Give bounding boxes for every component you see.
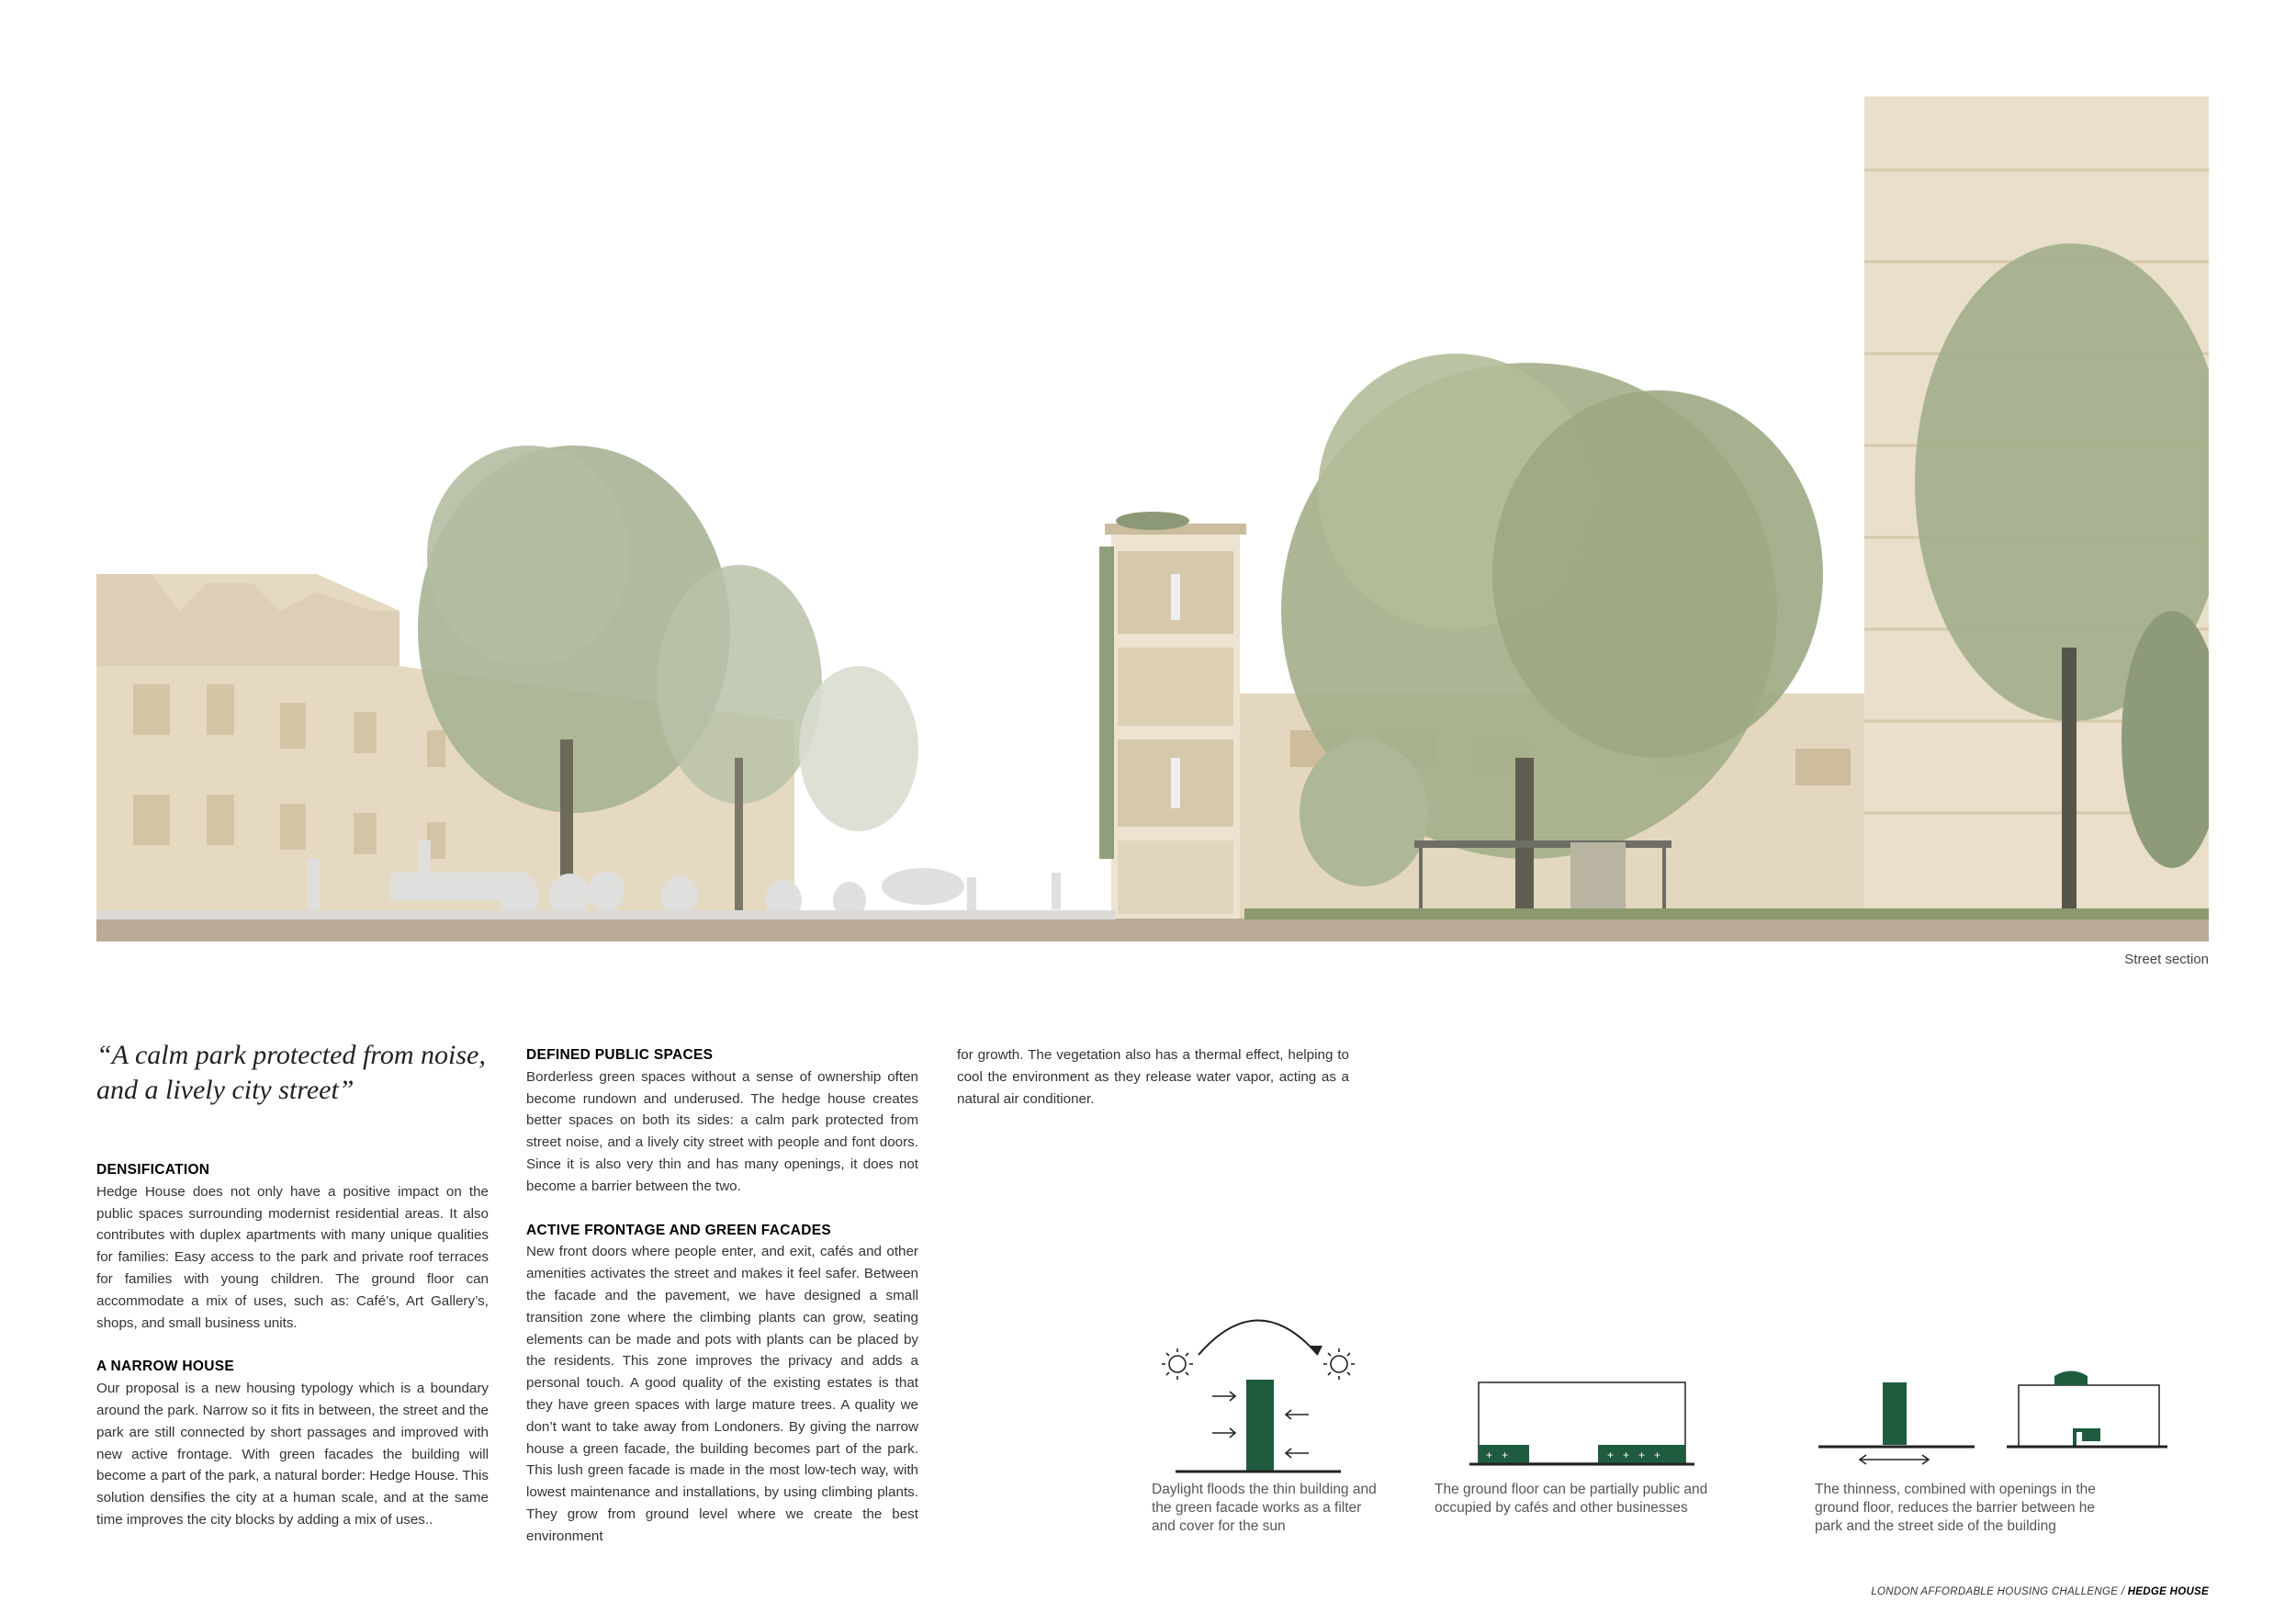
body-defined-public-spaces: Borderless green spaces without a sense of ownership often become rundown and underused. The hedge house creates better spaces on both its sides: a calm park protected from street noise, and a lively city street with people and font doors. Since it is also very thin and has many openings, it does not become a barrier between the two. <box>526 1068 918 1194</box>
heading-active-frontage: ACTIVE FRONTAGE AND GREEN FACADES <box>526 1222 831 1238</box>
section-caption: Street section <box>2124 952 2209 967</box>
svg-text:+: + <box>1654 1449 1661 1461</box>
footer-title: HEDGE HOUSE <box>2127 1586 2209 1597</box>
body-densification: Hedge House does not only have a positive impact on the public spaces surrounding modernist residential areas. It also contributes with duplex apartments with many unique qualities for families: Easy access to the park and private roof terraces for families with young children. The ground floor can accommodate a mix of uses, such as: Café’s, Art Gallery’s, shops, and small business units. <box>96 1183 489 1331</box>
diagram-1-caption: Daylight floods the thin building and the green facade works as a filter and cover for the sun <box>1152 1482 1377 1534</box>
ground-strip <box>96 919 2209 942</box>
tall-tower <box>1864 96 2209 919</box>
street-section-illustration <box>96 96 2209 942</box>
text-column-3 <box>957 1044 1349 1132</box>
body-active-frontage: New front doors where people enter, and exit, cafés and other amenities activates the street and makes it feel safer. Between the facade and the pavement, we have designed a small transition zone where the climbing plants can grow, seating elements can be made and pots with plants can be placed by the residents. This zone improves the privacy and adds a personal touch. A good quality of the existing estates is that they have green spaces with large mature trees. A quality we don’t want to take away from Londoners. By giving the narrow house a green facade, the building becomes part of the park. This lush green facade is made in the most low-tech way, with lowest maintenance and installations, by using climbing plants. They grow from ground level where we create the best environment <box>526 1244 918 1544</box>
svg-text:+: + <box>1638 1449 1646 1461</box>
hedge-house-tower <box>1099 512 1246 919</box>
text-column-2 <box>526 1044 918 1570</box>
pull-quote: “A calm park protected from noise, and a lively city street” <box>96 1040 486 1105</box>
diagram-2-caption: The ground floor can be partially public and occupied by cafés and other businesses <box>1435 1482 1708 1516</box>
heading-densification: DENSIFICATION <box>96 1162 210 1178</box>
body-narrow-house: Our proposal is a new housing typology which is a boundary around the park. Narrow so it fits in between, the street and the park are still connected by short passages and improved with new active frontage. With green facades the building will become a part of the park, a natural border: Hedge House. This solution densifies the city at a human scale, and at the same time improves the city blocks by adding a mix of uses.. <box>96 1381 489 1528</box>
svg-text:+: + <box>1502 1449 1509 1461</box>
heading-defined-public-spaces: DEFINED PUBLIC SPACES <box>526 1047 714 1063</box>
svg-text:+: + <box>1623 1449 1630 1461</box>
svg-text:+: + <box>1486 1449 1493 1461</box>
body-continuation: for growth. The vegetation also has a thermal effect, helping to cool the environment as they release water vapor, acting as a natural air conditioner. <box>957 1047 1349 1107</box>
text-column-1 <box>96 1159 489 1553</box>
footer <box>1871 1586 2209 1597</box>
diagram-3-caption: The thinness, combined with openings in the ground floor, reduces the barrier between he park and the street side of the building <box>1815 1482 2096 1534</box>
svg-text:+: + <box>1607 1449 1615 1461</box>
thinness-diagram-icon <box>1814 1364 2181 1479</box>
sun-filter-diagram-icon <box>1139 1295 1378 1479</box>
footer-project: LONDON AFFORDABLE HOUSING CHALLENGE / <box>1871 1586 2128 1597</box>
ground-floor-diagram-icon <box>1428 1369 1694 1474</box>
heading-narrow-house: A NARROW HOUSE <box>96 1359 235 1375</box>
